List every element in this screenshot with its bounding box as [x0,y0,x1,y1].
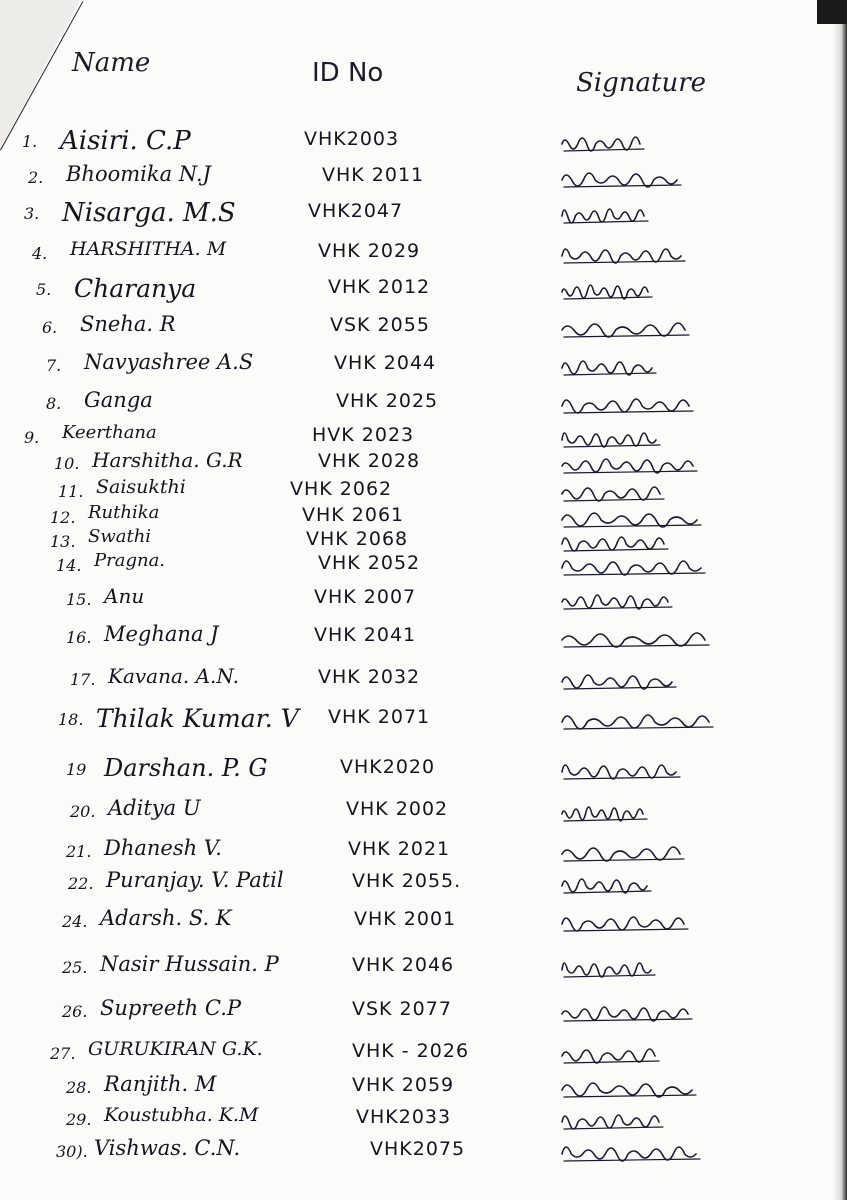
signature-scribble [560,310,720,344]
student-id: VHK 2012 [328,276,431,298]
signature-image [560,620,720,654]
signature-scribble [560,752,720,786]
row-number: 5. [36,280,52,299]
student-name: Sneha. R [80,312,176,336]
student-id: VHK 2025 [336,390,439,412]
row-number: 13. [50,532,76,551]
signature-scribble [560,272,720,306]
student-id: VHK 2041 [314,624,417,646]
row-number: 25. [62,958,88,977]
row-number: 6. [42,318,58,337]
student-name: Adarsh. S. K [100,906,232,930]
signature-scribble [560,834,720,868]
row-number: 8. [46,394,62,413]
signature-scribble [560,582,720,616]
table-row [0,994,847,1028]
signature-scribble [560,1102,720,1136]
row-number: 18. [58,710,84,729]
signature-image [560,662,720,696]
student-id: VHK 2001 [354,908,457,930]
signature-image [560,904,720,938]
table-row [0,1070,847,1104]
signature-scribble [560,994,720,1028]
student-id: VHK 2046 [352,954,455,976]
signature-image [560,236,720,270]
table-row [0,866,847,900]
table-row [0,1134,847,1168]
signature-scribble [560,950,720,984]
table-row [0,160,847,194]
signature-image [560,160,720,194]
signature-image [560,348,720,382]
student-id: VHK2047 [308,200,404,222]
student-id: HVK 2023 [312,424,415,446]
student-name: Swathi [88,526,152,547]
student-id: VHK 2028 [318,450,421,472]
signature-image [560,950,720,984]
signature-image [560,1134,720,1168]
table-row [0,1102,847,1136]
student-name: Bhoomika N.J [66,162,211,186]
student-id: VHK 2002 [346,798,449,820]
table-row [0,124,847,158]
row-number: 4. [32,244,48,263]
signature-image [560,702,720,736]
signature-scribble [560,386,720,420]
student-name: Anu [104,584,145,608]
signature-image [560,1102,720,1136]
signature-scribble [560,124,720,158]
student-id: VHK 2032 [318,666,421,688]
student-name: Charanya [74,274,197,303]
row-number: 22. [68,874,94,893]
row-number: 26. [62,1002,88,1021]
row-number: 17. [70,670,96,689]
signature-scribble [560,662,720,696]
signature-scribble [560,348,720,382]
student-name: Aisiri. C.P [60,126,191,156]
signature-scribble [560,1036,720,1070]
student-id: VHK 2007 [314,586,417,608]
signature-scribble [560,236,720,270]
signature-scribble [560,196,720,230]
student-id: VHK 2029 [318,240,421,262]
student-name: Nisarga. M.S [62,198,236,228]
signature-image [560,866,720,900]
student-name: Ganga [84,388,153,412]
student-name: Ranjith. M [104,1072,217,1096]
table-row [0,272,847,306]
signature-image [560,1036,720,1070]
row-number: 9. [24,428,40,447]
student-name: GURUKIRAN G.K. [88,1038,263,1060]
row-number: 3. [24,204,40,223]
student-name: Harshitha. G.R [92,448,243,472]
student-name: Vishwas. C.N. [94,1136,241,1160]
row-number: 20. [70,802,96,821]
row-number: 11. [58,482,84,501]
signature-image [560,834,720,868]
row-number: 16. [66,628,92,647]
signature-image [560,386,720,420]
row-number: 28. [66,1078,92,1097]
table-row [0,386,847,420]
row-number: 15. [66,590,92,609]
student-id: VHK 2044 [334,352,437,374]
student-id: VHK2003 [304,128,400,150]
signature-scribble [560,160,720,194]
header-name: Name [72,48,151,78]
row-number: 24. [62,912,88,931]
table-row [0,582,847,616]
student-name: Keerthana [62,422,157,443]
signature-image [560,582,720,616]
row-number: 2. [28,168,44,187]
table-row [0,834,847,868]
page-edge-shadow [817,0,847,24]
row-number: 27. [50,1044,76,1063]
row-number: 1. [22,132,38,151]
row-number: 14. [56,556,82,575]
signature-scribble [560,1134,720,1168]
row-number: 12. [50,508,76,527]
signature-image [560,994,720,1028]
table-row [0,548,847,582]
student-id: VHK 2052 [318,552,421,574]
table-row [0,662,847,696]
signature-image [560,196,720,230]
student-name: Darshan. P. G [104,754,268,782]
student-name: Kavana. A.N. [108,664,239,688]
student-name: Thilak Kumar. V [96,704,299,733]
student-name: Dhanesh V. [104,836,222,860]
student-id: VHK - 2026 [352,1040,470,1062]
table-row [0,236,847,270]
row-number: 10. [54,454,80,473]
student-id: VSK 2055 [330,314,430,336]
student-name: Koustubha. K.M [104,1104,259,1126]
student-id: VSK 2077 [352,998,452,1020]
header-signature: Signature [576,68,707,98]
student-id: VHK 2071 [328,706,431,728]
signature-scribble [560,866,720,900]
student-id: VHK 2059 [352,1074,455,1096]
student-id: VHK2075 [370,1138,466,1160]
student-id: VHK 2055. [352,870,462,892]
student-name: Ruthika [88,502,160,523]
signature-image [560,310,720,344]
signature-image [560,124,720,158]
student-name: HARSHITHA. M [70,238,227,260]
row-number: 30). [56,1142,88,1161]
student-name: Meghana J [104,622,219,646]
signature-scribble [560,794,720,828]
student-id: VHK 2011 [322,164,425,186]
table-row [0,702,847,736]
table-row [0,950,847,984]
student-name: Pragna. [94,550,166,571]
signature-image [560,272,720,306]
table-row [0,348,847,382]
student-id: VHK 2021 [348,838,451,860]
student-id: VHK 2061 [302,504,405,526]
signature-image [560,1070,720,1104]
table-row [0,904,847,938]
signature-scribble [560,1070,720,1104]
header-id: ID No [312,58,384,88]
row-number: 21. [66,842,92,861]
signature-image [560,548,720,582]
student-name: Navyashree A.S [84,350,254,374]
student-id: VHK 2068 [306,528,409,550]
signature-scribble [560,904,720,938]
table-row [0,196,847,230]
row-number: 19 [66,760,87,779]
student-id: VHK2020 [340,756,436,778]
table-row [0,310,847,344]
student-id: VHK 2062 [290,478,393,500]
row-number: 7. [46,356,62,375]
table-row [0,620,847,654]
signature-image [560,794,720,828]
signature-image [560,752,720,786]
signature-scribble [560,702,720,736]
table-row [0,752,847,786]
student-name: Puranjay. V. Patil [106,868,284,892]
student-name: Supreeth C.P [100,996,242,1020]
student-id: VHK2033 [356,1106,452,1128]
signature-scribble [560,620,720,654]
student-name: Nasir Hussain. P [100,952,279,976]
student-name: Aditya U [108,796,201,820]
table-row [0,794,847,828]
signature-scribble [560,548,720,582]
table-row [0,1036,847,1070]
row-number: 29. [66,1110,92,1129]
student-name: Saisukthi [96,476,186,498]
